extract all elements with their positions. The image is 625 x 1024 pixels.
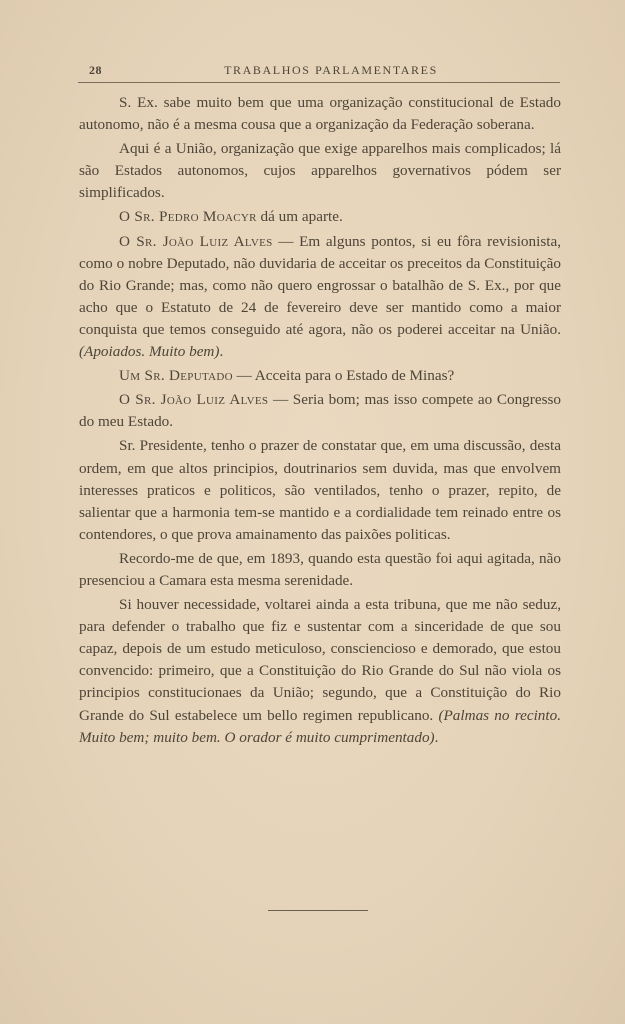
end-rule [268,910,368,911]
body-text [79,92,561,749]
paragraph-text: — Acceita para o Estado de Minas? [232,367,455,385]
paragraph [79,206,561,228]
running-title: TRABALHOS PARLAMENTARES [224,63,438,77]
paragraph [79,365,561,387]
paragraph [79,138,561,204]
paragraph-text: Sr. Presidente, tenho o prazer de constatar que, em uma discussão, desta ordem, em que altos principios, doutrinarios sem duvida, mas que envolvem interesses praticos e politicos, são ventilados, tenho o prazer, repito, de salientar que a harmonia tem-se mantido e a cordialidade tem reinado entre os contendores, o que prova amainamento das paixões politicas. [79,437,561,543]
paragraph-end: . [434,728,439,746]
page-number: 28 [89,63,102,77]
page-header [78,60,560,83]
paragraph-text: Recordo-me de que, em 1893, quando esta questão foi aqui agitada, não presenciou a Camara esta mesma serenidade. [79,549,561,589]
speaker-name: O Sr. João Luiz Alves [119,232,273,250]
paragraph [79,389,561,433]
paragraph-text: — Seria bom; mas isso compete ao Congresso do meu Estado. [79,391,561,431]
italic-remark: (Apoiados. Muito bem) [79,343,220,361]
paragraph-text: — Em alguns pontos, si eu fôra revisionista, como o nobre Deputado, não duvidaria de acceitar os preceitos da Constituição do Rio Grande; mas, como não quero engrossar o batalhão de S. Ex., por que acho que o Estatuto de 24 de fevereiro deve ser mantido como a maior conquista que temos conseguido até agora, não os poderei acceitar na União. [79,232,561,338]
paragraph [79,435,561,545]
speaker-name: Um Sr. Deputado [119,367,233,385]
paragraph [79,231,561,364]
paragraph [79,548,561,592]
paragraph-text: Si houver necessidade, voltarei ainda a esta tribuna, que me não seduz, para defender o trabalho que fiz e sustentar com a sinceridade de que sou capaz, depois de um estudo meticuloso, consciencioso e demorado, que estou convencido: primeiro, que a Constituição do Rio Grande do Sul não viola os principios constitucionaes da União; segundo, que a Constituição do Rio Grande do Sul estabelece um bello regimen republicano. [79,596,561,724]
paragraph-text: S. Ex. sabe muito bem que uma organização constitucional de Estado autonomo, não é a mesma cousa que a organização da Federação soberana. [79,94,561,134]
paragraph [79,594,561,749]
paragraph [79,92,561,136]
paragraph-end: . [219,343,224,361]
italic-remark: (Palmas no recinto. Muito bem; muito bem. O orador é muito cumprimentado) [79,706,561,746]
paragraph-text: dá um aparte. [256,208,343,226]
speaker-name: O Sr. Pedro Moacyr [119,208,257,226]
paragraph-text: Aqui é a União, organização que exige apparelhos mais complicados; lá são Estados autonomos, cujos apparelhos governativos pódem ser simplificados. [79,140,561,202]
speaker-name: O Sr. João Luiz Alves [119,391,269,409]
